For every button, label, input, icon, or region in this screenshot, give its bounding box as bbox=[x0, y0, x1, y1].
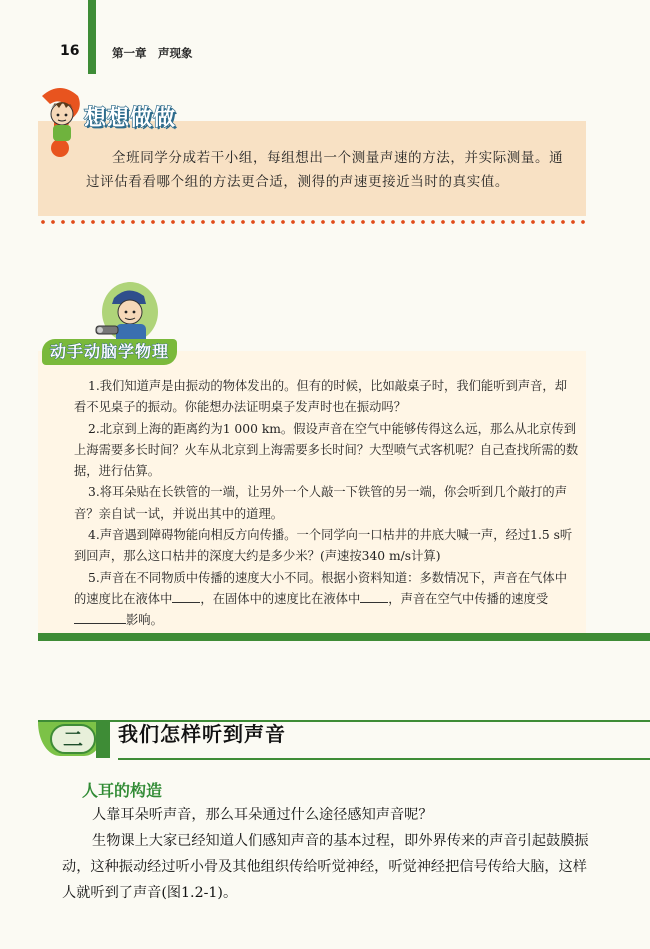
section-underline bbox=[118, 758, 650, 760]
fill-blank-2 bbox=[360, 602, 388, 603]
question-1: 1.我们知道声是由振动的物体发出的。但有的时候，比如敲桌子时，我们能听到声音，却看不见桌子的振动。你能想办法证明桌子发声时也在振动吗？ bbox=[74, 379, 568, 415]
page-number: 16 bbox=[60, 43, 80, 59]
question-3: 3.将耳朵贴在长铁管的一端，让另外一个人敲一下铁管的另一端，你会听到几个敲打的声音？亲自试一试，并说出其中的道理。 bbox=[74, 485, 568, 521]
section-accent-bar bbox=[96, 722, 110, 758]
body-text bbox=[62, 802, 598, 906]
section-divider-bar bbox=[38, 633, 650, 641]
fill-blank-1 bbox=[172, 602, 200, 603]
hands-on-label: 动手动脑学物理 bbox=[42, 339, 177, 365]
think-and-do-title: 想想做做 bbox=[84, 106, 177, 131]
header-green-bar bbox=[88, 0, 96, 74]
dotted-divider bbox=[38, 220, 586, 224]
think-and-do-text: 全班同学分成若干小组，每组想出一个测量声速的方法，并实际测量。通过评估看看哪个组的方法更合适，测得的声速更接近当时的真实值。 bbox=[86, 150, 564, 190]
question-5: 5.声音在不同物质中传播的速度大小不同。根据小资料知道：多数情况下，声音在气体中的速度比在液体中 ，在固体中的速度比在液体中 ，声音在空气中传播的速度受影响。 bbox=[74, 570, 568, 628]
fill-blank-3 bbox=[74, 623, 126, 624]
section-title: 我们怎样听到声音 bbox=[118, 722, 286, 746]
question-4: 4.声音遇到障碍物能向相反方向传播。一个同学向一口枯井的井底大喊一声，经过1.5 s听到回声，那么这口枯井的深度大约是多少米？(声速按340 m/s计算) bbox=[74, 528, 573, 564]
hands-on-questions bbox=[74, 376, 579, 632]
question-2: 2.北京到上海的距离约为1 000 km。假设声音在空气中能够传得这么远，那么从北京传到上海需要多长时间？火车从北京到上海需要多长时间？大型喷气式客机呢？自己查找所需的数据，进行估算。 bbox=[74, 421, 579, 479]
paragraph-2: 生物课上大家已经知道人们感知声音的基本过程，即外界传来的声音引起鼓膜振动，这种振动经过听小骨及其他组织传给听觉神经，听觉神经把信号传给大脑，这样人就听到了声音(图1.2-1)。 bbox=[62, 833, 589, 901]
subsection-title: 人耳的构造 bbox=[82, 781, 163, 800]
chapter-title: 第一章 声现象 bbox=[112, 46, 193, 60]
paragraph-1: 人靠耳朵听声音，那么耳朵通过什么途径感知声音呢？ bbox=[92, 807, 433, 823]
section-number: 二 bbox=[50, 724, 96, 754]
boy-with-tool-icon bbox=[90, 278, 162, 348]
thinking-kid-icon bbox=[36, 86, 84, 164]
